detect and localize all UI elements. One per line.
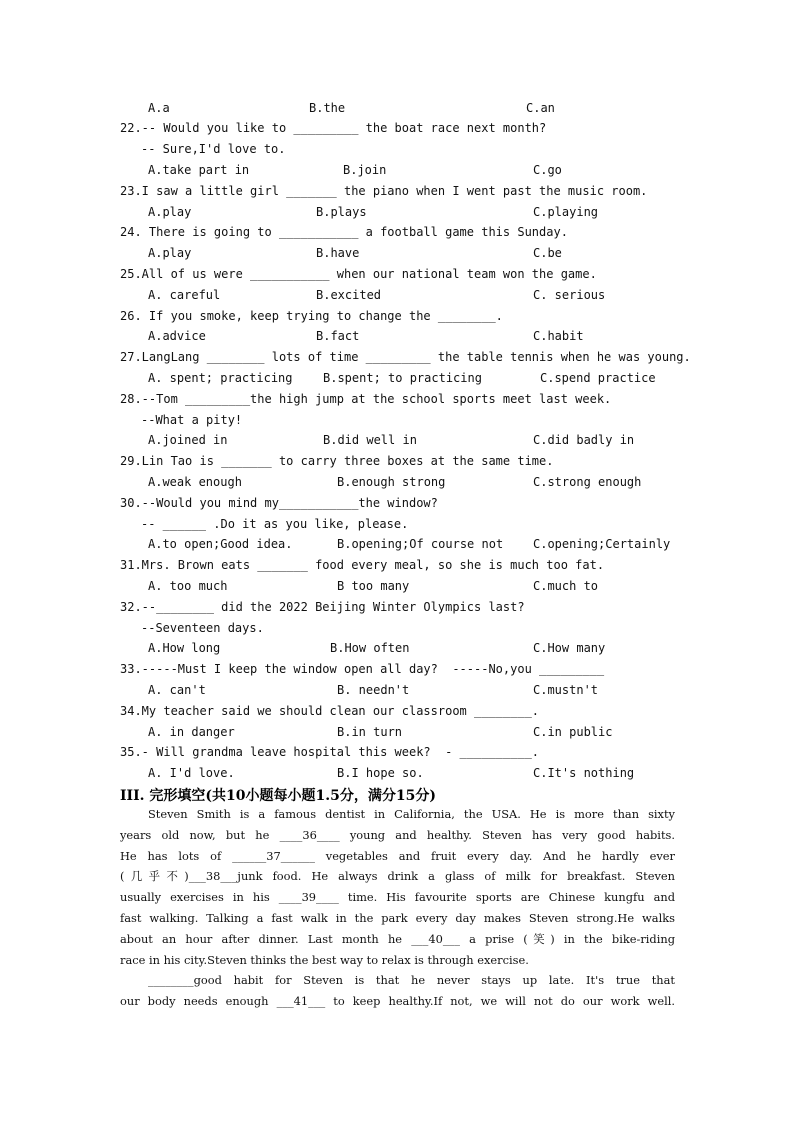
- q22-option-b: B.join: [343, 163, 387, 177]
- q26-option-c: C.habit: [533, 329, 584, 343]
- text-run: years old now, but he: [120, 827, 280, 842]
- q21-options-option-b: B.the: [309, 101, 346, 115]
- paragraph-line: [120, 887, 675, 908]
- blank-number: ______37______: [232, 848, 315, 863]
- q21-options-option-a: A.a: [148, 101, 170, 115]
- text-run: fast walking. Talking a fast walk in the park every day makes Steven strong.He walks: [120, 910, 675, 925]
- q27-option-b: B.spent; to practicing: [323, 371, 482, 385]
- q29-option-c: C.strong enough: [533, 475, 642, 489]
- q34-option-b: B.in turn: [337, 725, 403, 739]
- q30-option-b: B.opening;Of course not: [337, 537, 504, 551]
- q29-option-b: B.enough strong: [337, 475, 446, 489]
- q31-option-b: B too many: [337, 579, 410, 593]
- q25-option-a: A. careful: [148, 288, 221, 302]
- text-run: junk food. He always drink a glass of milk for breakfast. Steven: [237, 869, 675, 884]
- q35-option-c: C.It's nothing: [533, 766, 635, 780]
- paragraph-line: [120, 929, 675, 950]
- q33-option-b: B. needn't: [337, 683, 410, 697]
- q24-option-c: C.be: [533, 246, 562, 260]
- q23-option-c: C.playing: [533, 205, 599, 219]
- q33-option-c: C.mustn't: [533, 683, 599, 697]
- q32-option-b: B.How often: [330, 641, 410, 655]
- q26-option-a: A.advice: [148, 329, 206, 343]
- q28-reply: --What a pity!: [141, 413, 243, 427]
- q31-stem: 31.Mrs. Brown eats _______ food every meal, so she is much too fat.: [120, 558, 605, 572]
- q32-option-c: C.How many: [533, 641, 606, 655]
- q27-option-a: A. spent; practicing: [148, 371, 293, 385]
- paragraph-line: [120, 908, 675, 929]
- text-run: young and healthy. Steven has very good habits.: [339, 827, 675, 842]
- q29-option-a: A.weak enough: [148, 475, 242, 489]
- text-run: our body needs enough: [120, 993, 277, 1008]
- q22-option-c: C.go: [533, 163, 562, 177]
- q28-option-a: A.joined in: [148, 433, 228, 447]
- q35-option-a: A. I'd love.: [148, 766, 235, 780]
- paragraph-line: [120, 825, 675, 846]
- text-run: (几乎不): [120, 869, 189, 884]
- q22-option-a: A.take part in: [148, 163, 250, 177]
- q35-stem: 35.- Will grandma leave hospital this week? - __________.: [120, 745, 540, 759]
- q30-option-a: A.to open;Good idea.: [148, 537, 293, 551]
- paragraph-line: [120, 866, 675, 887]
- q30-reply: -- ______ .Do it as you like, please.: [141, 517, 409, 531]
- q25-option-c: C. serious: [533, 288, 606, 302]
- paragraph-line: [120, 950, 675, 971]
- q24-option-b: B.have: [316, 246, 360, 260]
- paragraph-line: [120, 970, 675, 991]
- q26-option-b: B.fact: [316, 329, 360, 343]
- q25-stem: 25.All of us were ___________ when our national team won the game.: [120, 267, 597, 281]
- blank-number: ___38___: [188, 869, 238, 884]
- q27-stem: 27.LangLang ________ lots of time _________ the table tennis when he was young.: [120, 350, 691, 364]
- q23-option-b: B.plays: [316, 205, 367, 219]
- q28-stem: 28.--Tom _________the high jump at the school sports meet last week.: [120, 392, 612, 406]
- text-run: He has lots of: [120, 848, 233, 863]
- paragraph-line: [120, 991, 675, 1012]
- blank-number: ___40___: [411, 931, 460, 946]
- q28-option-c: C.did badly in: [533, 433, 635, 447]
- blank-number: ___41___: [276, 993, 326, 1008]
- blank-number: ____39____: [278, 890, 339, 905]
- q31-option-a: A. too much: [148, 579, 228, 593]
- q32-option-a: A.How long: [148, 641, 221, 655]
- q34-stem: 34.My teacher said we should clean our classroom ________.: [120, 704, 540, 718]
- q22-stem: 22.-- Would you like to _________ the boat race next month?: [120, 121, 547, 135]
- q26-stem: 26. If you smoke, keep trying to change the ________.: [120, 309, 503, 323]
- section-heading-cloze: III. 完形填空(共10小题每小题1.5分，满分15分): [120, 788, 436, 804]
- cloze-paragraph-2: [120, 970, 675, 1012]
- q32-stem: 32.--________ did the 2022 Beijing Winter Olympics last?: [120, 600, 525, 614]
- text-run: Steven Smith is a famous dentist in California, the USA. He is more than sixty: [148, 807, 675, 821]
- paragraph-line: [120, 846, 675, 867]
- q28-option-b: B.did well in: [323, 433, 417, 447]
- text-run: ________good habit for Steven is that he never stays up late. It's true that: [148, 973, 675, 987]
- q22-reply: -- Sure,I'd love to.: [141, 142, 286, 156]
- q31-option-c: C.much to: [533, 579, 599, 593]
- q32-reply: --Seventeen days.: [141, 621, 264, 635]
- text-run: a prise (笑) in the bike-riding: [459, 931, 675, 946]
- paragraph-line: [120, 804, 675, 825]
- q35-option-b: B.I hope so.: [337, 766, 424, 780]
- text-run: race in his city.Steven thinks the best way to relax is through exercise.: [120, 952, 529, 967]
- text-run: vegetables and fruit every day. And he hardly ever: [314, 848, 675, 863]
- q33-stem: 33.-----Must I keep the window open all day? -----No,you _________: [120, 662, 605, 676]
- q34-option-c: C.in public: [533, 725, 613, 739]
- text-run: to keep healthy.If not, we will not do our work well.: [325, 993, 675, 1008]
- q30-stem: 30.--Would you mind my___________the window?: [120, 496, 438, 510]
- q34-option-a: A. in danger: [148, 725, 235, 739]
- q21-options-option-c: C.an: [526, 101, 555, 115]
- q23-stem: 23.I saw a little girl _______ the piano when I went past the music room.: [120, 184, 648, 198]
- q30-option-c: C.opening;Certainly: [533, 537, 671, 551]
- q24-stem: 24. There is going to ___________ a football game this Sunday.: [120, 225, 568, 239]
- q24-option-a: A.play: [148, 246, 192, 260]
- q25-option-b: B.excited: [316, 288, 382, 302]
- cloze-paragraph-1: [120, 804, 675, 970]
- blank-number: ____36____: [279, 827, 340, 842]
- text-run: time. His favourite sports are Chinese kungfu and: [338, 890, 675, 905]
- text-run: usually exercises in his: [120, 890, 279, 905]
- q23-option-a: A.play: [148, 205, 192, 219]
- q27-option-c: C.spend practice: [540, 371, 656, 385]
- q29-stem: 29.Lin Tao is _______ to carry three boxes at the same time.: [120, 454, 554, 468]
- q33-option-a: A. can't: [148, 683, 206, 697]
- text-run: about an hour after dinner. Last month he: [120, 931, 412, 946]
